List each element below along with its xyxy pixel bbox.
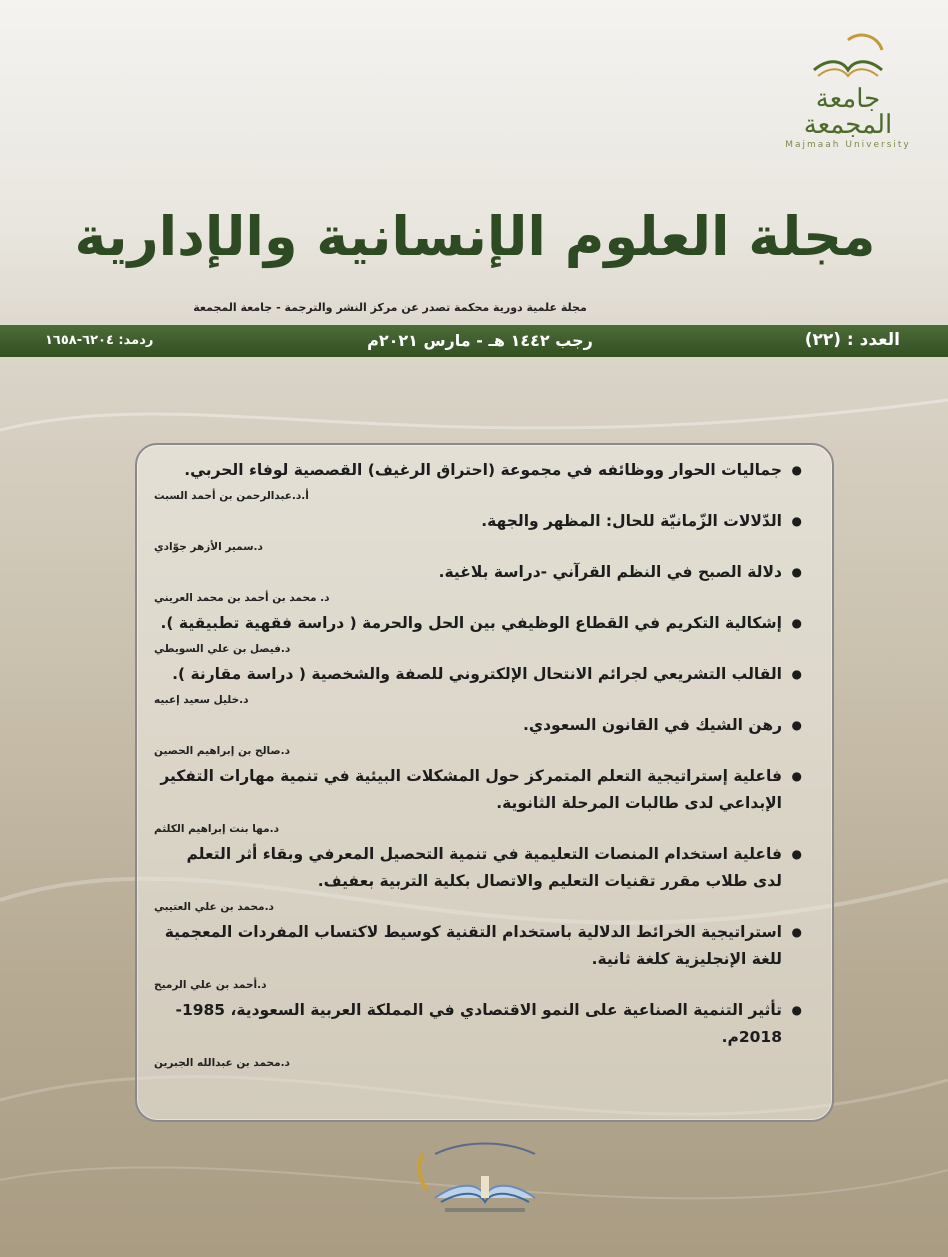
issn: ردمد: ٦٢٠٤-١٦٥٨ (45, 333, 154, 348)
article-author: د.محمد بن عبدالله الجبرين (154, 1057, 290, 1069)
article-item (154, 841, 804, 915)
article-author: د.محمد بن علي العتيبي (154, 901, 274, 913)
article-title: ● القالب التشريعي لجرائم الانتحال الإلكتروني للصفة والشخصية ( دراسة مقارنة ). (154, 661, 804, 688)
contents-panel (135, 443, 834, 1122)
article-title: ● استراتيجية الخرائط الدلالية باستخدام التقنية كوسيط لاكتساب المفردات المعجمية للغة الإنجليزية كلغة ثانية. (154, 919, 804, 973)
article-author: د.خليل سعيد إعبيه (154, 694, 249, 706)
article-author: د.سمير الأزهر جوّادي (154, 541, 263, 553)
article-author: د.فيصل بن علي السويطي (154, 643, 291, 655)
issue-band (0, 325, 948, 357)
university-name-en: Majmaah University (785, 140, 911, 150)
article-item (154, 559, 804, 606)
article-author: أ.د.عبدالرحمن بن أحمد السبت (154, 490, 309, 502)
article-item (154, 919, 804, 993)
article-item (154, 712, 804, 759)
article-title: ● رهن الشيك في القانون السعودي. (154, 712, 804, 739)
issue-date: رجب ١٤٤٢ هـ - مارس ٢٠٢١م (367, 331, 593, 350)
article-item (154, 763, 804, 837)
journal-subtitle: مجلة علمية دورية محكمة تصدر عن مركز النشر والترجمة - جامعة المجمعة (193, 301, 587, 314)
article-title: ● الدّلالات الزّمانيّة للحال: المظهر والجهة. (154, 508, 804, 535)
issue-number: العدد : (٢٢) (804, 330, 900, 350)
article-item (154, 457, 804, 504)
article-title: ● تأثير التنمية الصناعية على النمو الاقتصادي في المملكة العربية السعودية، 1985-2018م. (154, 997, 804, 1051)
article-item (154, 661, 804, 708)
article-author: د. محمد بن أحمد بن محمد العريني (154, 592, 330, 604)
article-item (154, 508, 804, 555)
university-name-ar: جامعة المجمعة (803, 84, 893, 140)
article-author: د.أحمد بن علي الرميح (154, 979, 267, 991)
publishing-center-logo (405, 1140, 565, 1220)
article-title: ● فاعلية إستراتيجية التعلم المتمركز حول المشكلات البيئية في تنمية مهارات التفكير الإبداعي لدى طالبات المرحلة الثانوية. (154, 763, 804, 817)
article-author: د.صالح بن إبراهيم الحصين (154, 745, 290, 757)
journal-title: مجلة العلوم الإنسانية والإدارية (74, 205, 876, 268)
university-logo (778, 30, 918, 150)
article-list (154, 457, 804, 1075)
article-title: ● دلالة الصبح في النظم القرآني -دراسة بلاغية. (154, 559, 804, 586)
article-title: ● إشكالية التكريم في القطاع الوظيفي بين الحل والحرمة ( دراسة فقهية تطبيقية ). (154, 610, 804, 637)
article-title: ● فاعلية استخدام المنصات التعليمية في تنمية التحصيل المعرفي وبقاء أثر التعلم لدى طلاب مقرر تقنيات التعليم والاتصال بكلية التربية بعفيف. (154, 841, 804, 895)
open-book-icon (808, 30, 888, 78)
article-author: د.مها بنت إبراهيم الكلثم (154, 823, 279, 835)
article-item (154, 610, 804, 657)
article-title: ● جماليات الحوار ووظائفه في مجموعة (احتراق الرغيف) القصصية لوفاء الحربي. (154, 457, 804, 484)
article-item (154, 997, 804, 1071)
